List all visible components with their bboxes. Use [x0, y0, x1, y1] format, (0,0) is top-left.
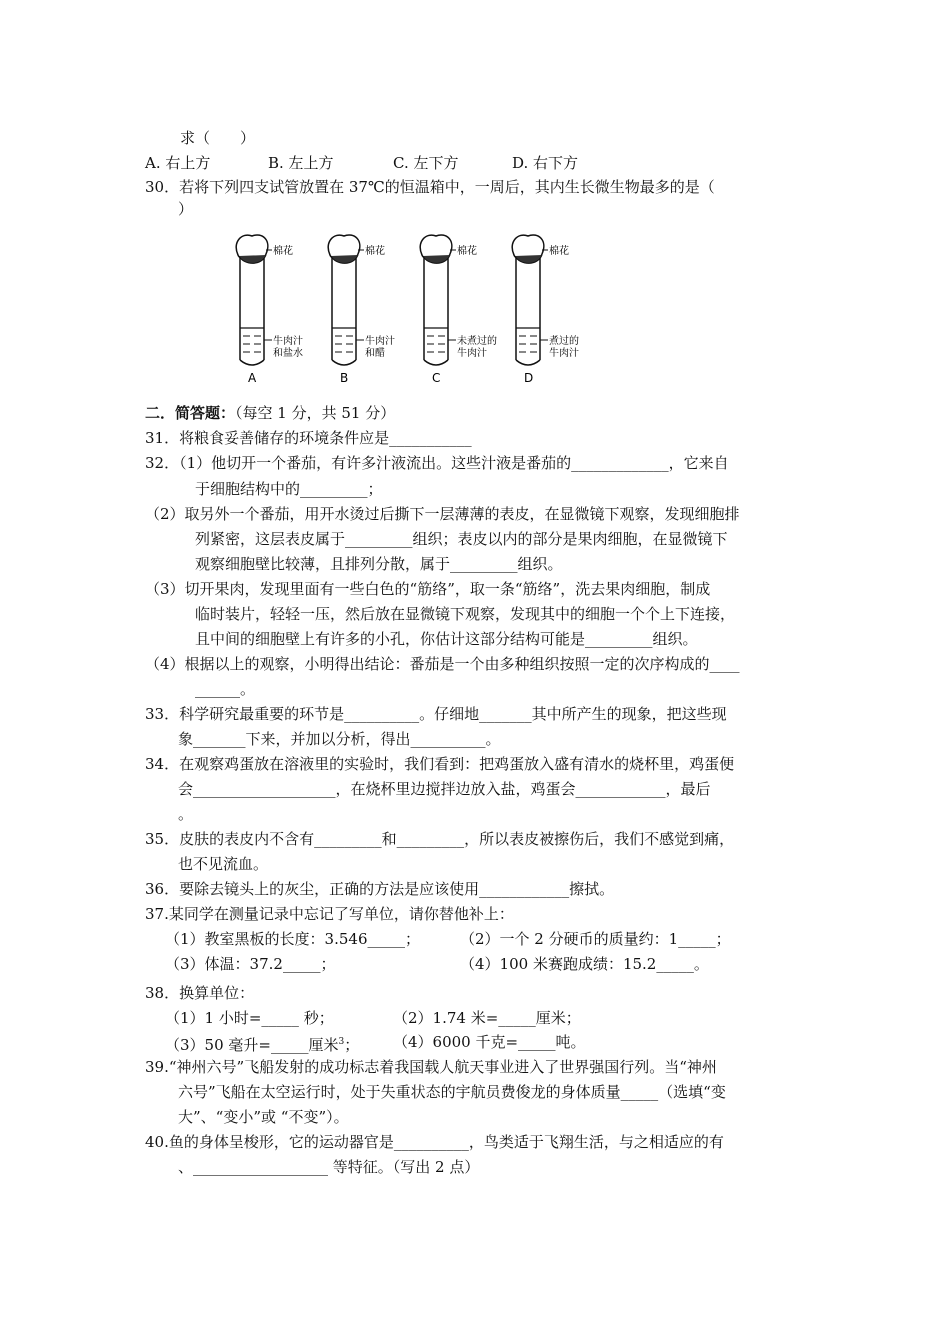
q29-option-d: D. 右下方 — [512, 154, 579, 172]
tube-b-cotton-label: 棉花 — [365, 246, 385, 257]
q38-item-2: （2）1.74 米=_____厘米； — [393, 1009, 581, 1027]
q30-line1: 30．若将下列四支试管放置在 37℃的恒温箱中，一周后，其内生长微生物最多的是（ — [145, 178, 715, 196]
tube-c-letter: C — [432, 371, 441, 385]
q29-option-c: C. 左下方 — [393, 154, 459, 172]
q32-line-f: （3）切开果肉，发现里面有一些白色的“筋络”，取一条“筋络”，洗去果肉细胞，制成 — [145, 580, 711, 598]
q40-line-b: 、__________________ 等特征。（写出 2 点） — [178, 1158, 480, 1176]
q32-line-b: 于细胞结构中的_________； — [195, 480, 383, 498]
test-tube-figure — [228, 230, 598, 390]
section-title: 二．简答题： — [145, 404, 236, 422]
q38-item-3-sup: 3 — [338, 1037, 345, 1047]
tube-a — [236, 235, 272, 365]
tube-d-letter: D — [524, 371, 534, 385]
q37-item-3: （3）体温：37.2_____； — [165, 955, 336, 973]
tube-c-label2: 牛肉汁 — [457, 348, 487, 359]
q40-line-a: 40.鱼的身体呈梭形，它的运动器官是__________，鸟类适于飞翔生活，与之相适应的有 — [145, 1133, 724, 1151]
q37-line: 37.某同学在测量记录中忘记了写单位，请你替他补上： — [145, 905, 514, 923]
tube-d-label1: 煮过的 — [549, 336, 579, 347]
q39-line-c: 大”、“变小”或 “不变”）。 — [178, 1108, 349, 1126]
q37-item-4: （4）100 米赛跑成绩：15.2_____。 — [460, 955, 709, 973]
q29-option-a: A. 右上方 — [145, 154, 211, 172]
q38-item-4: （4）6000 千克=_____吨。 — [393, 1033, 586, 1051]
q31-line: 31．将粮食妥善储存的环境条件应是___________ — [145, 429, 472, 447]
tube-d-cotton-label: 棉花 — [549, 246, 569, 257]
tube-c-label1: 未煮过的 — [457, 336, 497, 347]
tube-b-label2: 和醋 — [365, 348, 385, 359]
q33-line-a: 33．科学研究最重要的环节是__________。仔细地_______其中所产生的现象，把这些现 — [145, 705, 727, 723]
q36-line: 36．要除去镜头上的灰尘，正确的方法是应该使用____________擦拭。 — [145, 880, 615, 898]
tube-a-letter: A — [248, 371, 257, 385]
q29-continuation: 求（ ） — [180, 129, 256, 147]
tube-c-cotton-label: 棉花 — [457, 246, 477, 257]
tube-a-label1: 牛肉汁 — [273, 336, 303, 347]
q32-line-d: 列紧密，这层表皮属于_________组织；表皮以内的部分是果肉细胞，在显微镜下 — [195, 530, 728, 548]
tube-c — [420, 235, 456, 365]
q39-line-a: 39.“神州六号”飞船发射的成功标志着我国载人航天事业进入了世界强国行列。当“神州 — [145, 1058, 717, 1076]
q38-item-3 — [165, 1032, 359, 1055]
q38-item-3-end: ； — [344, 1036, 360, 1054]
q34-line-b: 会___________________，在烧杯里边搅拌边放入盐，鸡蛋会____________，最后 — [178, 780, 711, 798]
q32-line-i: （4）根据以上的观察，小明得出结论：番茄是一个由多种组织按照一定的次序构成的____ — [145, 655, 740, 673]
q32-line-j: ______。 — [195, 680, 256, 698]
q32-line-h: 且中间的细胞壁上有许多的小孔，你估计这部分结构可能是_________组织。 — [195, 630, 698, 648]
q32-line-c: （2）取另外一个番茄，用开水烫过后撕下一层薄薄的表皮，在显微镜下观察，发现细胞排 — [145, 505, 740, 523]
tube-b-label1: 牛肉汁 — [365, 336, 395, 347]
q32-line-g: 临时装片，轻轻一压，然后放在显微镜下观察，发现其中的细胞一个个上下连接， — [195, 605, 736, 623]
tube-a-label2: 和盐水 — [273, 348, 303, 359]
tube-d — [512, 235, 548, 365]
section-note: （每空 1 分，共 51 分） — [235, 404, 396, 422]
q32-line-a: 32．（1）他切开一个番茄，有许多汁液流出。这些汁液是番茄的_____________，它来自 — [145, 454, 729, 472]
q29-option-b: B. 左上方 — [268, 154, 334, 172]
section-heading — [145, 403, 395, 423]
q37-item-2: （2）一个 2 分硬币的质量约：1_____； — [460, 930, 731, 948]
q33-line-b: 象_______下来，并加以分析，得出__________。 — [178, 730, 501, 748]
tube-a-cotton-label: 棉花 — [273, 246, 293, 257]
q39-line-b: 六号”飞船在太空运行时，处于失重状态的宇航员费俊龙的身体质量_____（选填“变 — [178, 1083, 726, 1101]
q35-line-a: 35．皮肤的表皮内不含有_________和_________，所以表皮被擦伤后，我们不感觉到痛， — [145, 830, 735, 848]
q30-line2: ） — [178, 200, 194, 218]
q38-item-3-text: （3）50 毫升=_____厘米 — [165, 1036, 339, 1054]
tube-b-letter: B — [340, 371, 349, 385]
q32-line-e: 观察细胞壁比较薄，且排列分散，属于_________组织。 — [195, 555, 563, 573]
tube-d-label2: 牛肉汁 — [549, 348, 579, 359]
q34-line-c: 。 — [178, 805, 194, 823]
tube-b — [328, 235, 364, 365]
q34-line-a: 34．在观察鸡蛋放在溶液里的实验时，我们看到：把鸡蛋放入盛有清水的烧杯里，鸡蛋便 — [145, 755, 735, 773]
test-tube-diagram — [228, 230, 598, 390]
q38-line: 38．换算单位： — [145, 984, 255, 1002]
q37-item-1: （1）教室黑板的长度：3.546_____； — [165, 930, 420, 948]
q38-item-1: （1）1 小时=_____ 秒； — [165, 1009, 334, 1027]
q35-line-b: 也不见流血。 — [178, 855, 269, 873]
